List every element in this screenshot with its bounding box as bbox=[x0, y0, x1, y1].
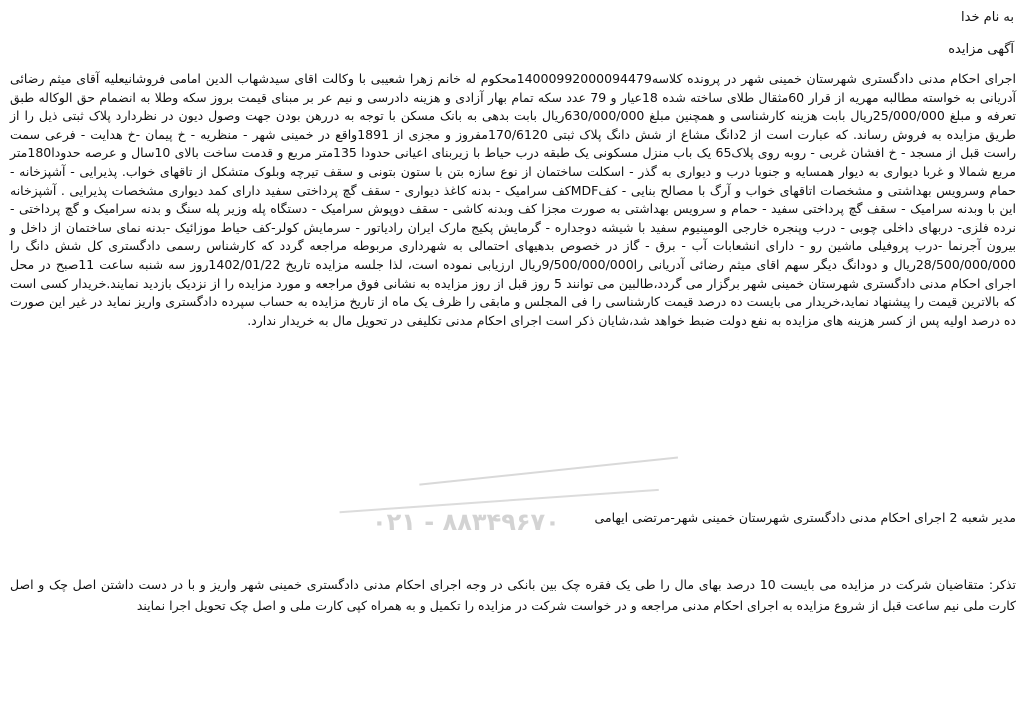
signature-line: مدیر شعبه 2 اجرای احکام مدنی دادگستری شهرستان خمینی شهر-مرتضی ایهامی bbox=[594, 510, 1016, 525]
notice-title: آگهی مزایده bbox=[948, 42, 1014, 57]
watermark-phone: ۰۲۱ - ۸۸۳۴۹۶۷۰ bbox=[372, 508, 560, 536]
notice-body: اجرای احکام مدنی دادگستری شهرستان خمینی شهر در پرونده کلاسه14000992000094479محکوم له خانم زهرا شعیبی با وکالت اقای سیدشهاب الدین امامی فروشانیعلیه آقای میثم رضائی آدریانی به خواسته مطالبه مهریه از قرار 60مثقال طلای ساخته شده 18عیار و 79 عدد سکه تمام بهار آزادی و هزینه دادرسی و نیم عر بر مبنای قیمت بروز سکه وطلا به انضمام حق الوکاله طبق تعرفه و مبلغ 25/000/000ریال بابت هزینه کارشناسی و همچنین مبلغ 630/000/000ریال بابت بدهی به بانک مسکن با توجه به دررهن بودن جهت وصول دیون در نظردارد پلاک ثبتی ذیل را از طریق مزایده به فروش رساند. که عبارت است از 2دانگ مشاع از شش دانگ پلاک ثبتی 170/6120مفروز و مجزی از 1891واقع در خمینی شهر - منظریه - خ پیمان -خ هدایت - فرعی سمت راست قبل از مسجد - خ افشان غربی - روبه روی پلاک65 یک باب منزل مسکونی یک طبقه درب حیاط با زیربنای اعیانی حدودا 135متر مربع و قدمت ساخت بالای 10سال و عرصه حدودا180متر مربع شمالا و غربا دیواری به دیوار همسایه و جنوبا درب و دیواری به گذر - اسکلت ساختمان از نوع سازه بتن با ستون بتونی و سقف تیرچه وبلوک متشکل از تاقهای خواب. پذیرایی - آشپزخانه - حمام وسرویس بهداشتی و مشخصات اتاقهای خواب و آرگ با مصالح بنایی - کفMDFکف سرامیک - بدنه کاغذ دیواری - سقف گچ پرداختی سفید دارای کمد دیواری مشخصات پذیرایی . آشپزخانه این با وبدنه سرامیک - سقف گچ پرداختی سفید - حمام و سرویس بهداشتی به صورت مجزا کف وبدنه کاشی - سقف دوپوش سرامیک - دستگاه پله وزیر پله سنگ و بدنه سرامیک و گچ پرداختی - نرده فلزی- دربهای داخلی چوبی - درب وپنجره خارجی الومینیوم سفید با شیشه دوجداره - گرمایش پکیج مارک ایران رادیاتور - سرمایش کولر-کف حیاط موزائیک -بدنه نمای ساختمان از داخل و بیرون آجرنما -درب پروفیلی ماشین رو - دارای انشعابات آب - برق - گاز در خصوص بدهیهای احتمالی به شهرداری مربوطه مراجعه گردد که کارشناس رسمی دادگستری کل شش دانگ را 28/500/000/000ریال و دودانگ دیگر سهم اقای میثم رضائی آدریانی را9/500/000/000ریال ارزیابی نموده است، لذا جلسه مزایده تاریخ 1402/01/22روز سه شنبه ساعت 11صبح در محل اجرای احکام مدنی دادگستری شهرستان خمینی شهر برگزار می گردد،طالبین می توانند 5 روز قبل از روز مزایده به نشانی فوق مراجعه و مورد مزایده را از نزدیک بازدید نمایند.خریدار کسی است که بالاترین قیمت را پیشنهاد نماید،خریدار می بایست ده درصد قیمت کارشناسی را فی المجلس و مابقی را ظرف یک ماه از تاریخ مزایده به حساب سپرده دادگستری واریز نماید در غیر این صورت ده درصد اولیه پس از کسر هزینه های مزایده به نفع دولت ضبط خواهد شد،شایان ذکر است اجرای احکام مدنی تکلیفی در تحویل مال به خریدار ندارد. bbox=[10, 71, 1017, 328]
notice-footnote: تذکر: متقاضیان شرکت در مزایده می بایست 10 درصد بهای مال را طی یک فقره چک بین بانکی در وجه اجرای احکام مدنی دادگستری خمینی شهر واریز و با در دست داشتن اصل چک و اصل کارت ملی نیم ساعت قبل از شروع مزایده به اجرای احکام مدنی مراجعه و در خواست شرکت در مزایده را تکمیل و به همراه کپی کارت ملی و اصل چک تحویل اجرا نمایند bbox=[10, 577, 1017, 613]
basmala-heading: به نام خدا bbox=[961, 10, 1014, 25]
watermark bbox=[300, 470, 700, 540]
watermark-stroke bbox=[419, 456, 681, 511]
